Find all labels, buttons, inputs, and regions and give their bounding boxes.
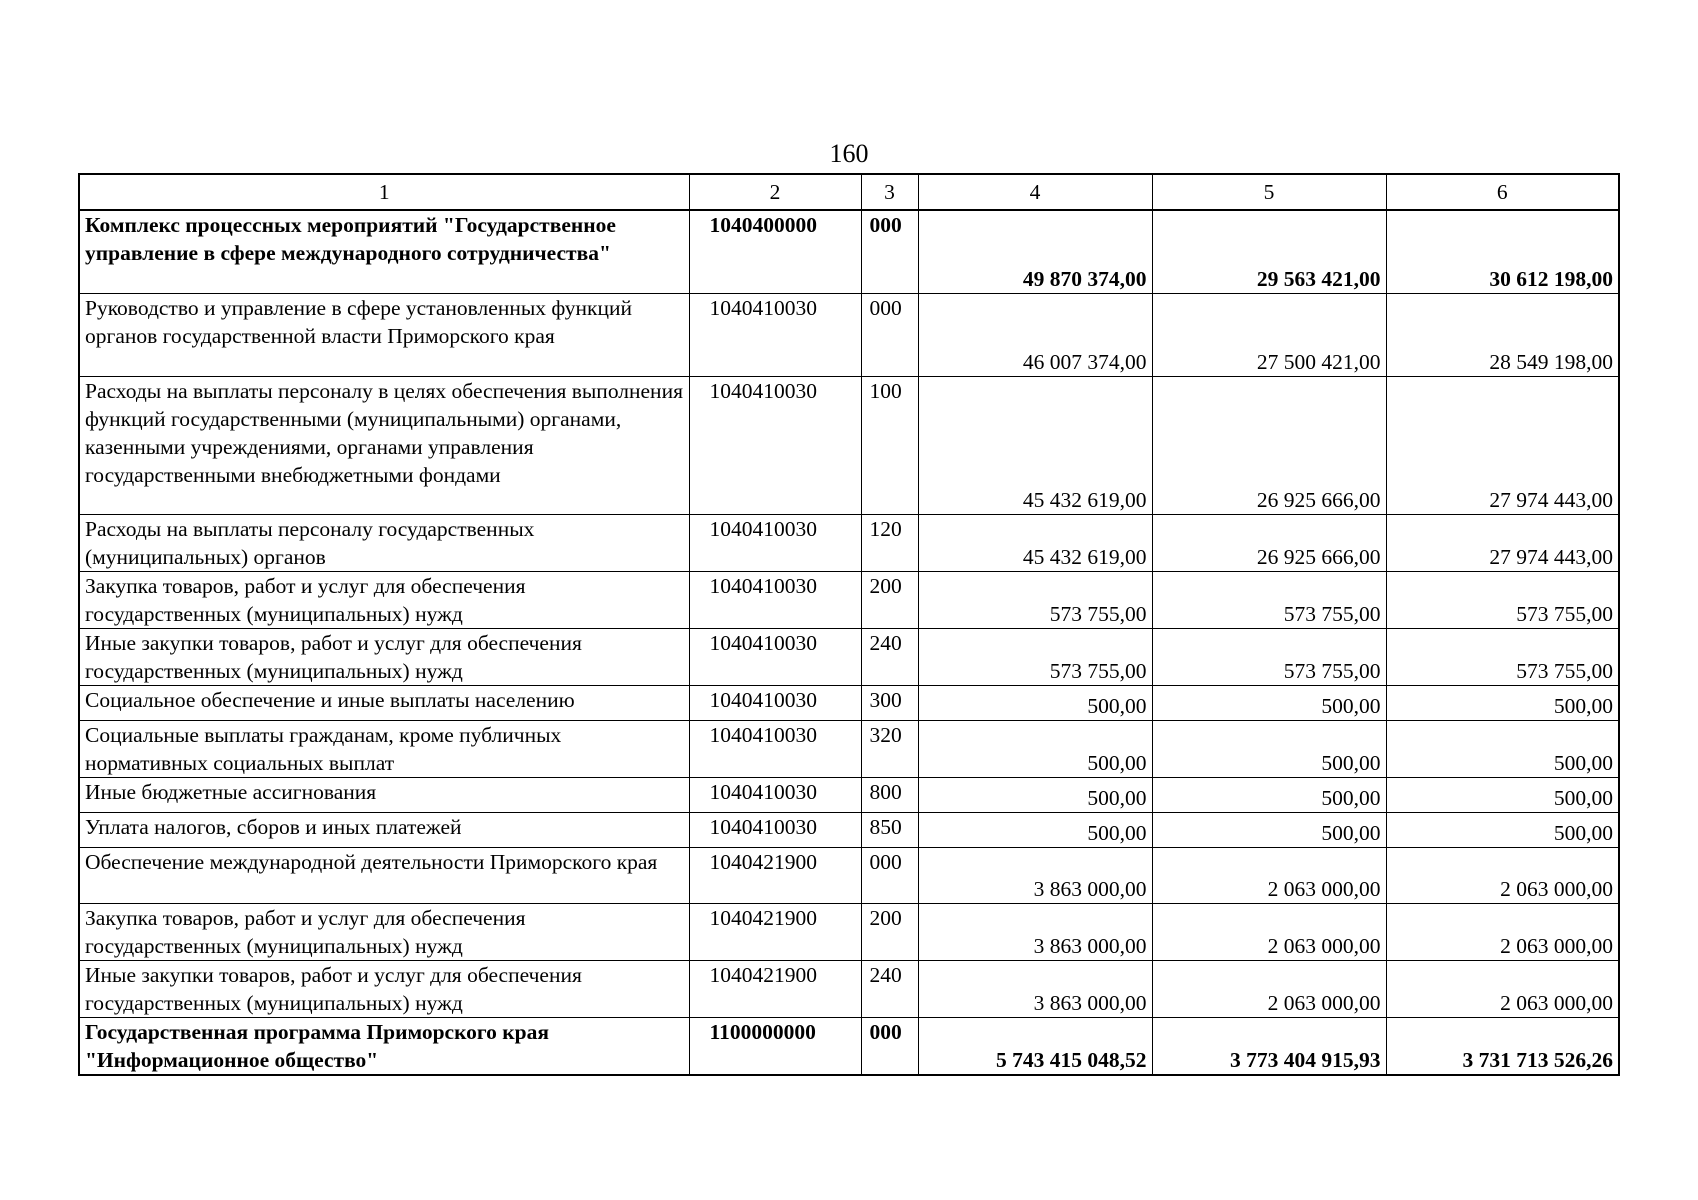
row-value-col5: 2 063 000,00: [1152, 961, 1386, 1018]
row-target-code: 1040410030: [689, 813, 861, 848]
row-value-col6: 573 755,00: [1386, 572, 1619, 629]
table-row: [79, 1018, 1619, 1076]
row-value-col6: 30 612 198,00: [1386, 210, 1619, 294]
row-value-col5: 26 925 666,00: [1152, 515, 1386, 572]
column-header-3: 3: [861, 174, 918, 210]
row-description: Иные закупки товаров, работ и услуг для обеспечения государственных (муниципальных) нужд: [79, 961, 689, 1018]
row-description: Иные бюджетные ассигнования: [79, 778, 689, 813]
row-target-code: 1040421900: [689, 848, 861, 904]
budget-table: [78, 173, 1620, 1076]
column-header-1: 1: [79, 174, 689, 210]
table-row: [79, 904, 1619, 961]
row-description: Уплата налогов, сборов и иных платежей: [79, 813, 689, 848]
table-row: [79, 961, 1619, 1018]
row-value-col4: 3 863 000,00: [918, 961, 1152, 1018]
row-description: Государственная программа Приморского края "Информационное общество": [79, 1018, 689, 1076]
row-description: Комплекс процессных мероприятий "Государственное управление в сфере международного сотрудничества": [79, 210, 689, 294]
row-value-col5: 26 925 666,00: [1152, 377, 1386, 515]
row-value-col4: 5 743 415 048,52: [918, 1018, 1152, 1076]
row-expense-type: 100: [861, 377, 918, 515]
column-header-2: 2: [689, 174, 861, 210]
row-value-col6: 2 063 000,00: [1386, 904, 1619, 961]
row-target-code: 1040410030: [689, 721, 861, 778]
row-expense-type: 850: [861, 813, 918, 848]
row-target-code: 1040421900: [689, 904, 861, 961]
table-row: [79, 572, 1619, 629]
row-expense-type: 800: [861, 778, 918, 813]
row-value-col4: 46 007 374,00: [918, 294, 1152, 377]
row-target-code: 1040410030: [689, 294, 861, 377]
row-description: Закупка товаров, работ и услуг для обеспечения государственных (муниципальных) нужд: [79, 904, 689, 961]
row-value-col5: 27 500 421,00: [1152, 294, 1386, 377]
row-expense-type: 320: [861, 721, 918, 778]
row-value-col6: 500,00: [1386, 778, 1619, 813]
row-value-col4: 3 863 000,00: [918, 848, 1152, 904]
row-value-col6: 3 731 713 526,26: [1386, 1018, 1619, 1076]
row-value-col4: 45 432 619,00: [918, 515, 1152, 572]
row-value-col6: 28 549 198,00: [1386, 294, 1619, 377]
row-description: Социальное обеспечение и иные выплаты населению: [79, 686, 689, 721]
row-value-col5: 573 755,00: [1152, 572, 1386, 629]
row-expense-type: 240: [861, 629, 918, 686]
row-value-col6: 500,00: [1386, 721, 1619, 778]
column-header-5: 5: [1152, 174, 1386, 210]
row-value-col5: 2 063 000,00: [1152, 848, 1386, 904]
row-expense-type: 000: [861, 294, 918, 377]
row-target-code: 1040410030: [689, 686, 861, 721]
row-description: Расходы на выплаты персоналу в целях обеспечения выполнения функций государственными (муниципальными) органами, казенными учреждениями, органами управления государственными внебюджетными фондами: [79, 377, 689, 515]
table-row: [79, 294, 1619, 377]
table-row: [79, 778, 1619, 813]
row-value-col5: 29 563 421,00: [1152, 210, 1386, 294]
row-value-col4: 500,00: [918, 686, 1152, 721]
row-target-code: 1040421900: [689, 961, 861, 1018]
row-value-col4: 49 870 374,00: [918, 210, 1152, 294]
table-body: [79, 210, 1619, 1075]
row-value-col4: 3 863 000,00: [918, 904, 1152, 961]
row-expense-type: 000: [861, 210, 918, 294]
table-row: [79, 813, 1619, 848]
row-expense-type: 200: [861, 572, 918, 629]
row-target-code: 1040400000: [689, 210, 861, 294]
row-value-col4: 500,00: [918, 721, 1152, 778]
table-row: [79, 686, 1619, 721]
row-target-code: 1100000000: [689, 1018, 861, 1076]
row-expense-type: 120: [861, 515, 918, 572]
row-value-col5: 500,00: [1152, 813, 1386, 848]
row-description: Социальные выплаты гражданам, кроме публичных нормативных социальных выплат: [79, 721, 689, 778]
table-header-row: [79, 174, 1619, 210]
row-expense-type: 200: [861, 904, 918, 961]
row-description: Иные закупки товаров, работ и услуг для обеспечения государственных (муниципальных) нужд: [79, 629, 689, 686]
row-value-col6: 27 974 443,00: [1386, 515, 1619, 572]
row-value-col4: 500,00: [918, 813, 1152, 848]
row-value-col6: 2 063 000,00: [1386, 848, 1619, 904]
row-expense-type: 300: [861, 686, 918, 721]
row-description: Обеспечение международной деятельности Приморского края: [79, 848, 689, 904]
row-value-col6: 27 974 443,00: [1386, 377, 1619, 515]
row-value-col6: 500,00: [1386, 813, 1619, 848]
row-value-col4: 500,00: [918, 778, 1152, 813]
row-target-code: 1040410030: [689, 572, 861, 629]
row-value-col5: 573 755,00: [1152, 629, 1386, 686]
row-value-col5: 500,00: [1152, 778, 1386, 813]
row-value-col4: 45 432 619,00: [918, 377, 1152, 515]
row-value-col5: 500,00: [1152, 721, 1386, 778]
table-row: [79, 210, 1619, 294]
row-target-code: 1040410030: [689, 377, 861, 515]
row-value-col6: 573 755,00: [1386, 629, 1619, 686]
row-value-col5: 3 773 404 915,93: [1152, 1018, 1386, 1076]
column-header-4: 4: [918, 174, 1152, 210]
row-target-code: 1040410030: [689, 515, 861, 572]
table-row: [79, 377, 1619, 515]
row-description: Руководство и управление в сфере установленных функций органов государственной власти Приморского края: [79, 294, 689, 377]
row-value-col6: 500,00: [1386, 686, 1619, 721]
row-expense-type: 000: [861, 1018, 918, 1076]
row-value-col5: 2 063 000,00: [1152, 904, 1386, 961]
row-description: Закупка товаров, работ и услуг для обеспечения государственных (муниципальных) нужд: [79, 572, 689, 629]
table-row: [79, 629, 1619, 686]
row-target-code: 1040410030: [689, 778, 861, 813]
column-header-6: 6: [1386, 174, 1619, 210]
row-description: Расходы на выплаты персоналу государственных (муниципальных) органов: [79, 515, 689, 572]
page-number: 160: [829, 139, 869, 168]
row-value-col6: 2 063 000,00: [1386, 961, 1619, 1018]
row-value-col5: 500,00: [1152, 686, 1386, 721]
table-row: [79, 721, 1619, 778]
row-value-col4: 573 755,00: [918, 629, 1152, 686]
table-row: [79, 848, 1619, 904]
row-target-code: 1040410030: [689, 629, 861, 686]
table-row: [79, 515, 1619, 572]
row-expense-type: 240: [861, 961, 918, 1018]
row-value-col4: 573 755,00: [918, 572, 1152, 629]
row-expense-type: 000: [861, 848, 918, 904]
